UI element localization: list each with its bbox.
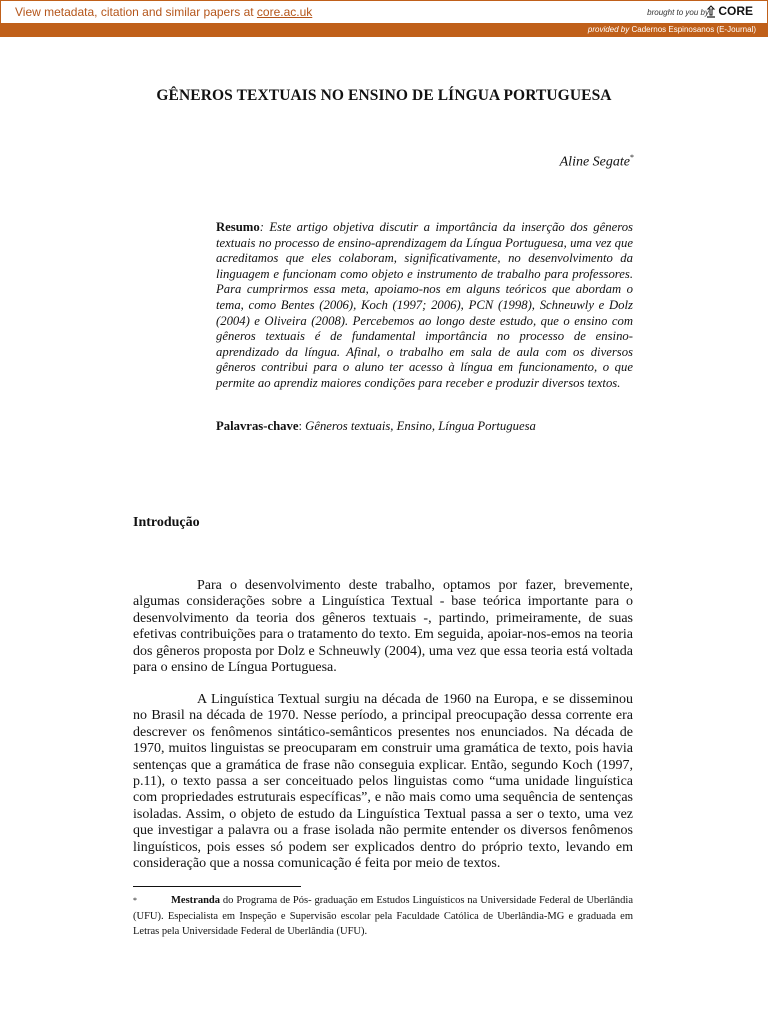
footnote-text: do Programa de Pós- graduação em Estudos Linguísticos na Universidade Federal de Uberlândia (UFU). Especialista em Inspeção e Supervisão escolar pela Faculdade Católica de Uberlândia-MG e graduada em Letras pela Universidade Federal de Uberlândia (UFU).	[133, 895, 633, 937]
author-name	[560, 153, 634, 171]
body-paragraph-2	[133, 692, 633, 872]
paper-title: GÊNEROS TEXTUAIS NO ENSINO DE LÍNGUA PORTUGUESA	[156, 87, 612, 104]
core-banner-strip	[0, 23, 768, 37]
core-logo-text: CORE	[718, 4, 753, 18]
keywords-label: Palavras-chave	[216, 419, 299, 433]
keywords	[216, 419, 633, 435]
core-metadata-text	[15, 5, 312, 19]
abstract-text: : Este artigo objetiva discutir a importância da inserção dos gêneros textuais no processo de ensino-aprendizagem da Língua Portuguesa, uma vez que acreditamos que eles colaboram, significativamente, no desenvolvimento da linguagem e funcionam como objeto e instrumento de trabalho para professores. Para cumprirmos essa meta, apoiamo-nos em alguns teóricos que abordam o tema, como Bentes (2006), Koch (1997; 2006), PCN (1998), Schneuwly e Dolz (2004) e Oliveira (2008). Percebemos ao longo deste estudo, que o ensino com gêneros textuais é de fundamental importância no processo de ensino-aprendizado da língua. Afinal, o trabalho em sala de aula com os diversos gêneros contribui para o aluno ter acesso à língua em funcionamento, o que permite ao aprendiz maiores condições para receber e produzir diversos textos.	[216, 220, 633, 390]
body-paragraph-2-text: A Linguística Textual surgiu na década de 1960 na Europa, e se disseminou no Brasil na década de 1970. Nesse período, a principal preocupação dessa corrente era descrever os fenômenos sintático-semânticos presentes nos enunciados. Na década de 1970, muitos linguistas se preocuparam em construir uma gramática de texto, pois havia sentenças que a gramática de frase não conseguia explicar. Então, segundo Koch (1997, p.11), o texto passa a ser conceituado pelos linguistas como “uma unidade linguística com propriedades estruturais específicas”, e não mais como uma sequência de sentenças isoladas. Assim, o objeto de estudo da Linguística Textual passa a ser o texto, uma vez que investigar a palavra ou a frase isolada não permite entender os diversos fenômenos linguísticos, pois esses só podem ser explicados dentro do próprio texto, levando em consideração que a nossa comunicação é feita por meio de textos.	[133, 692, 633, 872]
footnote	[133, 893, 633, 940]
abstract	[216, 220, 633, 392]
footnote-strong: Mestranda	[171, 895, 220, 906]
keywords-list: Gêneros textuais, Ensino, Língua Portuguesa	[305, 419, 536, 433]
core-logo[interactable]	[706, 4, 753, 18]
core-metadata-prefix: View metadata, citation and similar papers at	[15, 5, 254, 19]
core-logo-icon	[706, 5, 716, 18]
author-name-text: Aline Segate	[559, 154, 630, 170]
provided-by-text	[588, 25, 756, 34]
core-banner	[0, 0, 768, 37]
keywords-separator: :	[298, 419, 306, 433]
provided-prefix: provided by	[587, 25, 630, 34]
core-banner-top	[0, 0, 768, 23]
brought-by-text: brought to you by	[647, 8, 709, 17]
abstract-label: Resumo	[216, 220, 260, 234]
body-paragraph-1	[133, 578, 633, 676]
body-paragraph-1-text: Para o desenvolvimento deste trabalho, optamos por fazer, brevemente, algumas considerações sobre a Linguística Textual - base teórica importante para o desenvolvimento da teoria dos gêneros textuais -, partindo, primeiramente, de suas efetivas contribuições para o tratamento do texto. Em seguida, apoiar-nos-emos na teoria dos gêneros proposta por Dolz e Schneuwly (2004), uma vez que essa teoria está voltada para o ensino de Língua Portuguesa.	[133, 578, 633, 676]
author-footnote-mark[interactable]: *	[630, 153, 634, 162]
provided-source-link[interactable]: Cadernos Espinosanos (E-Journal)	[631, 25, 756, 34]
section-heading-introducao: Introdução	[133, 515, 200, 530]
core-ac-uk-link[interactable]: core.ac.uk	[256, 5, 313, 19]
footnote-divider	[133, 886, 301, 887]
footnote-mark: *	[133, 896, 137, 905]
